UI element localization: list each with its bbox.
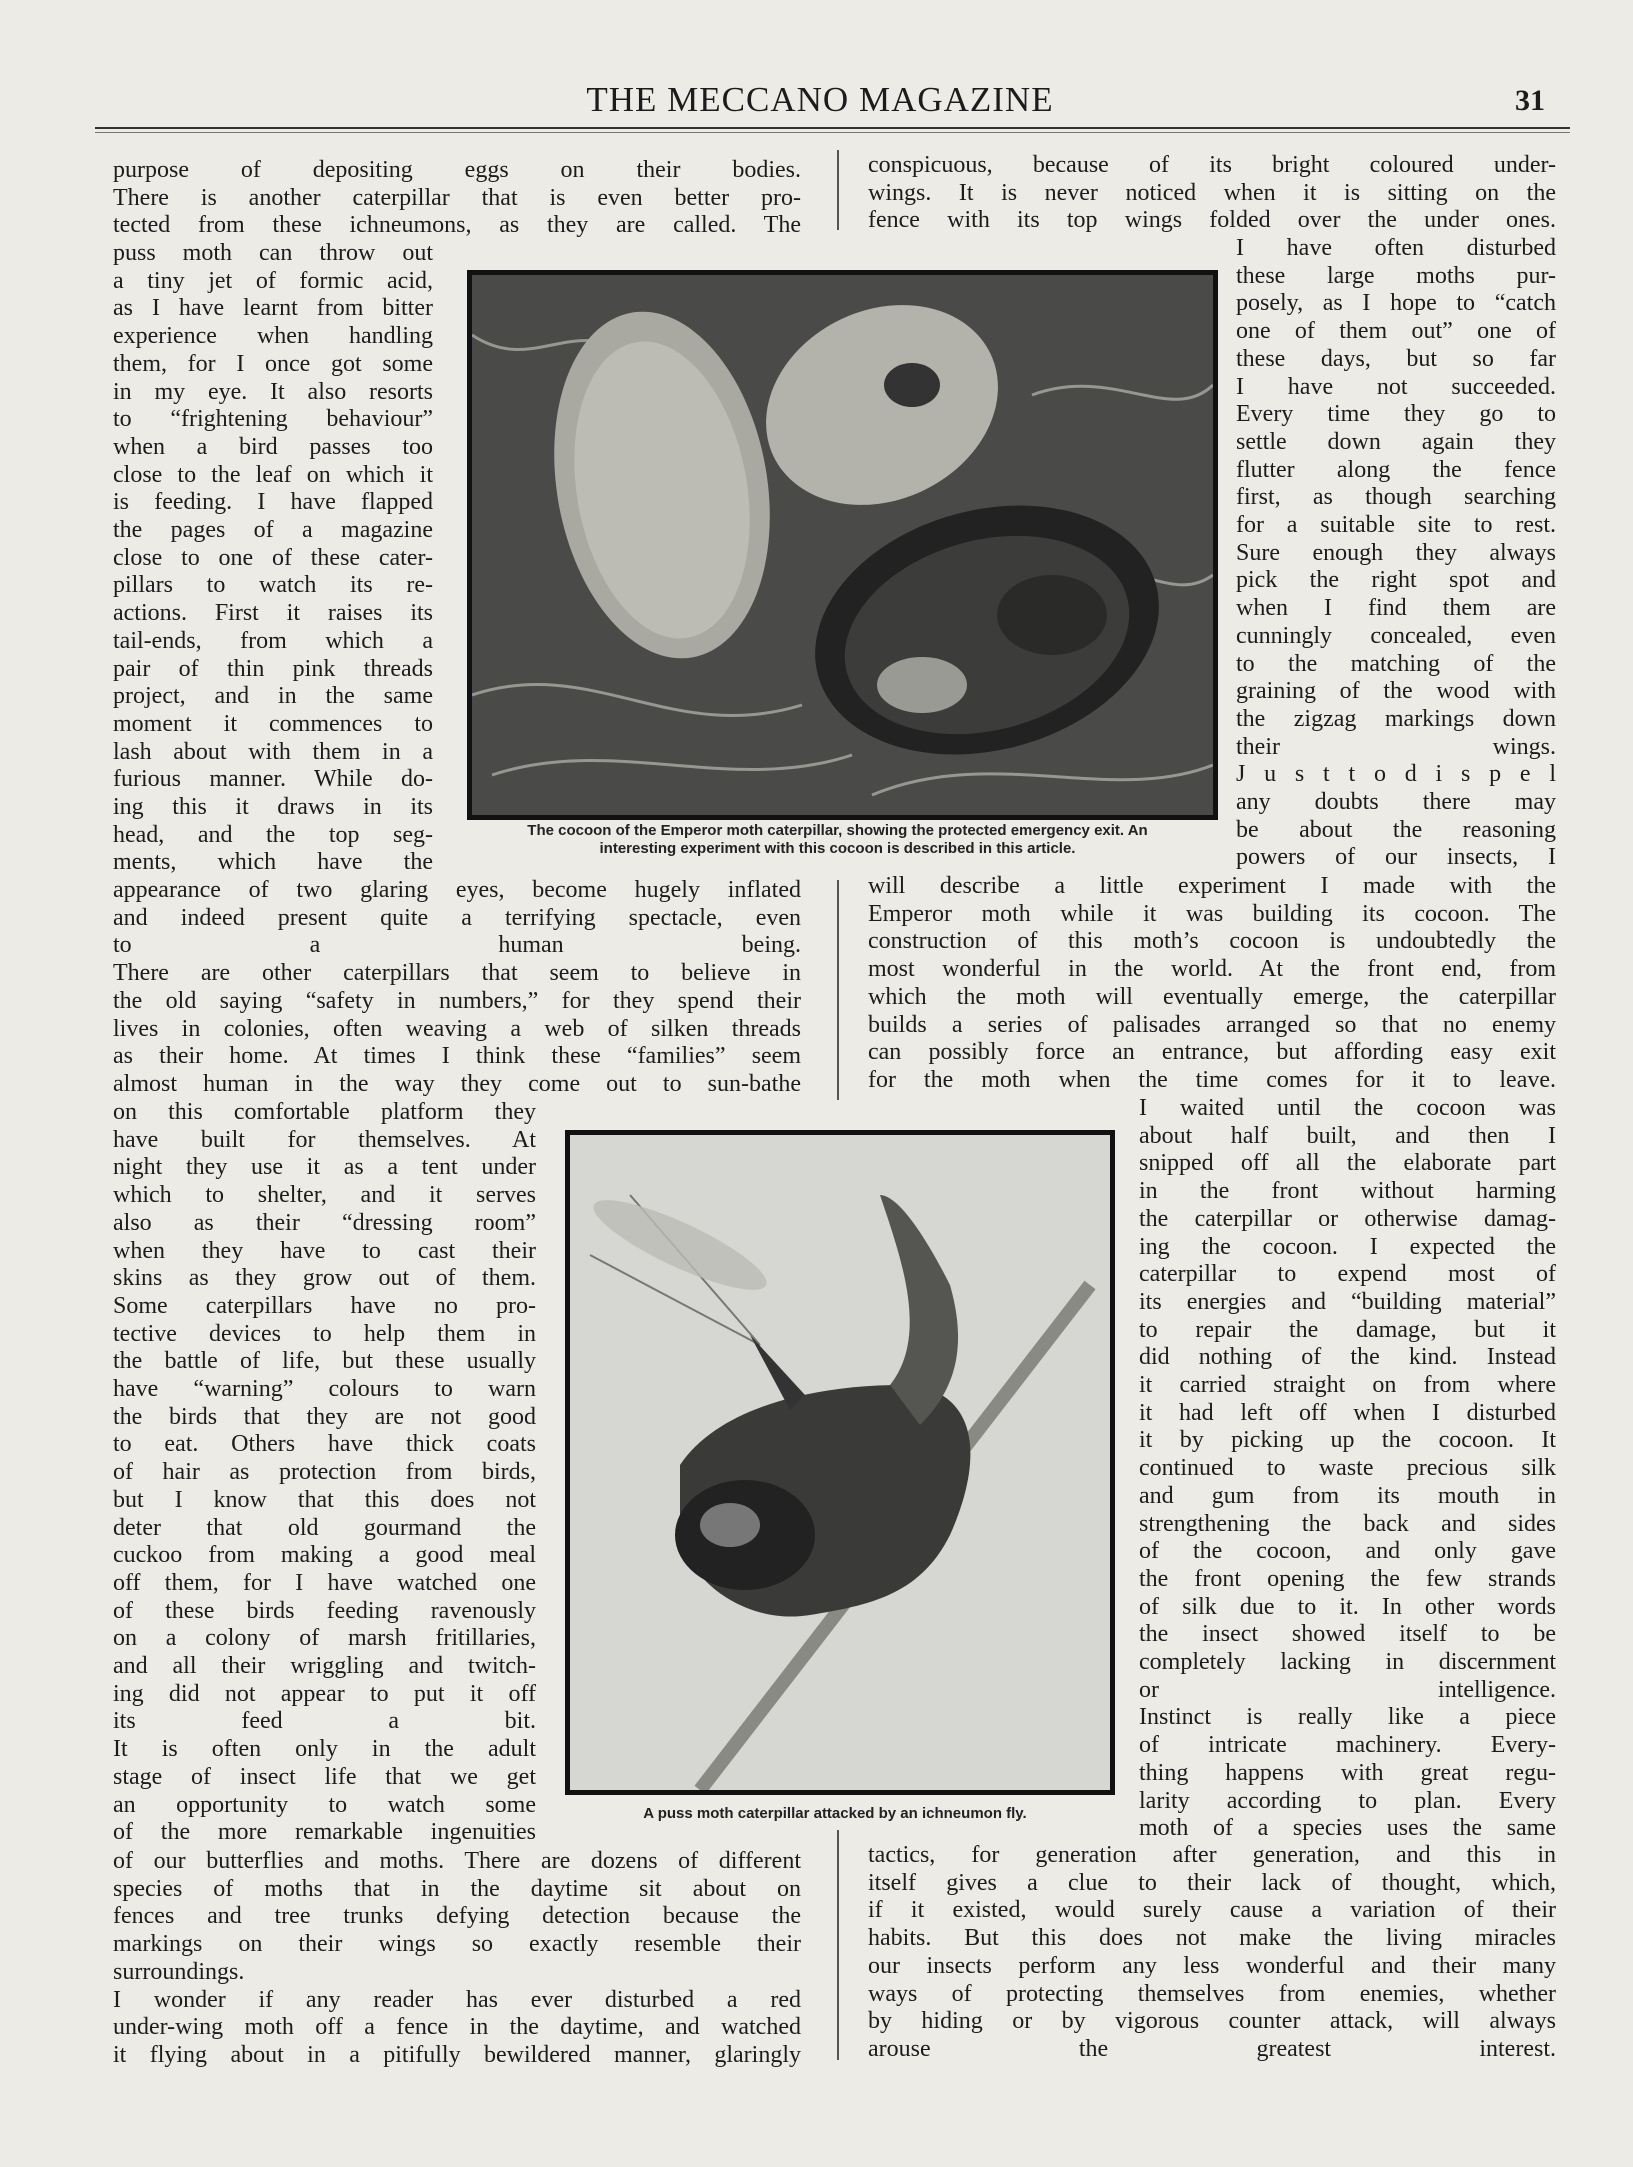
article-text-left-top: purpose of depositing eggs on their bodies. There is another caterpillar that is even better pro- tected from these ichneumons, as they are called. The xyxy=(113,157,801,239)
article-text-left-bottom: of our butterflies and moths. There are dozens of different species of moths that in the daytime sit about on fences and tree trunks defying detection because the markings on their wings so exactly resemble their surroundings. I wonder if any reader has ever disturbed a red under-wing moth off a fence in the daytime, and watched it flying about in a pitifully bewildered manner, glaringly xyxy=(113,1848,801,2068)
article-text-right-bottom: tactics, for generation after generation, and this in itself gives a clue to their lack of thought, which, if it existed, would surely cause a variation of their habits. But this does not make the living miracles our insects perform any less wonderful and their many ways of protecting themselves from enemies, whether by hiding or by vigorous counter attack, will always arouse the greatest interest. xyxy=(868,1842,1556,2062)
header-rule-thin xyxy=(95,132,1570,133)
column-divider-top xyxy=(837,150,839,230)
page-number: 31 xyxy=(1515,84,1545,117)
puss-moth-caption: A puss moth caterpillar attacked by an ichneumon fly. xyxy=(643,1805,1027,1822)
article-text-right-narrow-2: I waited until the cocoon was about half built, and then I snipped off all the elaborate part in the front without harming the caterpillar or otherwise damag- ing the cocoon. I expected the caterpillar to expend most of its energies and “building material” to repair the damage, but it did nothing of the kind. Instead it carried straight on from where it had left off when I disturbed it by picking up the cocoon. It continued to waste precious silk and gum from its mouth in strengthening the back and sides of the cocoon, and only gave the front opening the few strands of silk due to it. In other words the insect showed itself to be completely lacking in discernment or intelligence. Instinct is really like a piece of intricate machinery. Every- thing happens with great regu- larity according to plan. Every moth of a species uses the same xyxy=(1139,1095,1556,1842)
puss-moth-photo xyxy=(565,1130,1115,1795)
cocoon-photo-graphic xyxy=(472,275,1213,815)
column-divider-bottom xyxy=(837,1830,839,2060)
cocoon-caption: The cocoon of the Emperor moth caterpillar, showing the protected emergency exit. An interesting experiment with this cocoon is described in this article. xyxy=(527,822,1148,857)
magazine-title: THE MECCANO MAGAZINE xyxy=(586,80,1054,119)
article-text-left-narrow-1: puss moth can throw out a tiny jet of formic acid, as I have learnt from bitter experience when handling them, for I once got some in my eye. It also resorts to “frightening behaviour” when a bird passes too close to the leaf on which it is feeding. I have flapped the pages of a magazine close to one of these cater- pillars to watch its re- actions. First it raises its tail-ends, from which a pair of thin pink threads project, and in the same moment it commences to lash about with them in a furious manner. While do- ing this it draws in its head, and the top seg- ments, which have the xyxy=(113,240,433,876)
article-text-right-top: conspicuous, because of its bright coloured under- wings. It is never noticed when it is sitting on the fence with its top wings folded over the under ones. xyxy=(868,152,1556,234)
puss-moth-photo-graphic xyxy=(570,1135,1110,1790)
article-text-right-mid: will describe a little experiment I made with the Emperor moth while it was building its cocoon. The construction of this moth’s cocoon is undoubtedly the most wonderful in the world. At the front end, from which the moth will eventually emerge, the caterpillar builds a series of palisades arranged so that no enemy can possibly force an entrance, but affording easy exit for the moth when the time comes for it to leave. xyxy=(868,873,1556,1093)
header-rule xyxy=(95,127,1570,129)
article-text-right-narrow-1: I have often disturbed these large moths pur- posely, as I hope to “catch one of them out” one of these days, but so far I have not succeeded. Every time they go to settle down again they flutter along the fence first, as though searching for a suitable site to rest. Sure enough they always pick the right spot and when I find them are cunningly concealed, even to the matching of the graining of the wood with the zigzag markings down their wings. J u s t t o d i s p e l any doubts there may be about the reasoning powers of our insects, I xyxy=(1236,235,1556,871)
cocoon-photo xyxy=(467,270,1218,820)
article-text-left-narrow-2: on this comfortable platform they have built for themselves. At night they use it as a tent under which to shelter, and it serves also as their “dressing room” when they have to cast their skins as they grow out of them. Some caterpillars have no pro- tective devices to help them in the battle of life, but these usually have “warning” colours to warn the birds that they are not good to eat. Others have thick coats of hair as protection from birds, but I know that this does not deter that old gourmand the cuckoo from making a good meal off them, for I have watched one of these birds feeding ravenously on a colony of marsh fritillaries, and all their wriggling and twitch- ing did not appear to put it off its feed a bit. It is often only in the adult stage of insect life that we get an opportunity to watch some of the more remarkable ingenuities xyxy=(113,1099,536,1846)
article-text-left-mid: appearance of two glaring eyes, become hugely inflated and indeed present quite a terrifying spectacle, even to a human being. There are other caterpillars that seem to believe in the old saying “safety in numbers,” for they spend their lives in colonies, often weaving a web of silken threads as their home. At times I think these “families” seem almost human in the way they come out to sun-bathe xyxy=(113,877,801,1097)
column-divider-middle xyxy=(837,880,839,1100)
